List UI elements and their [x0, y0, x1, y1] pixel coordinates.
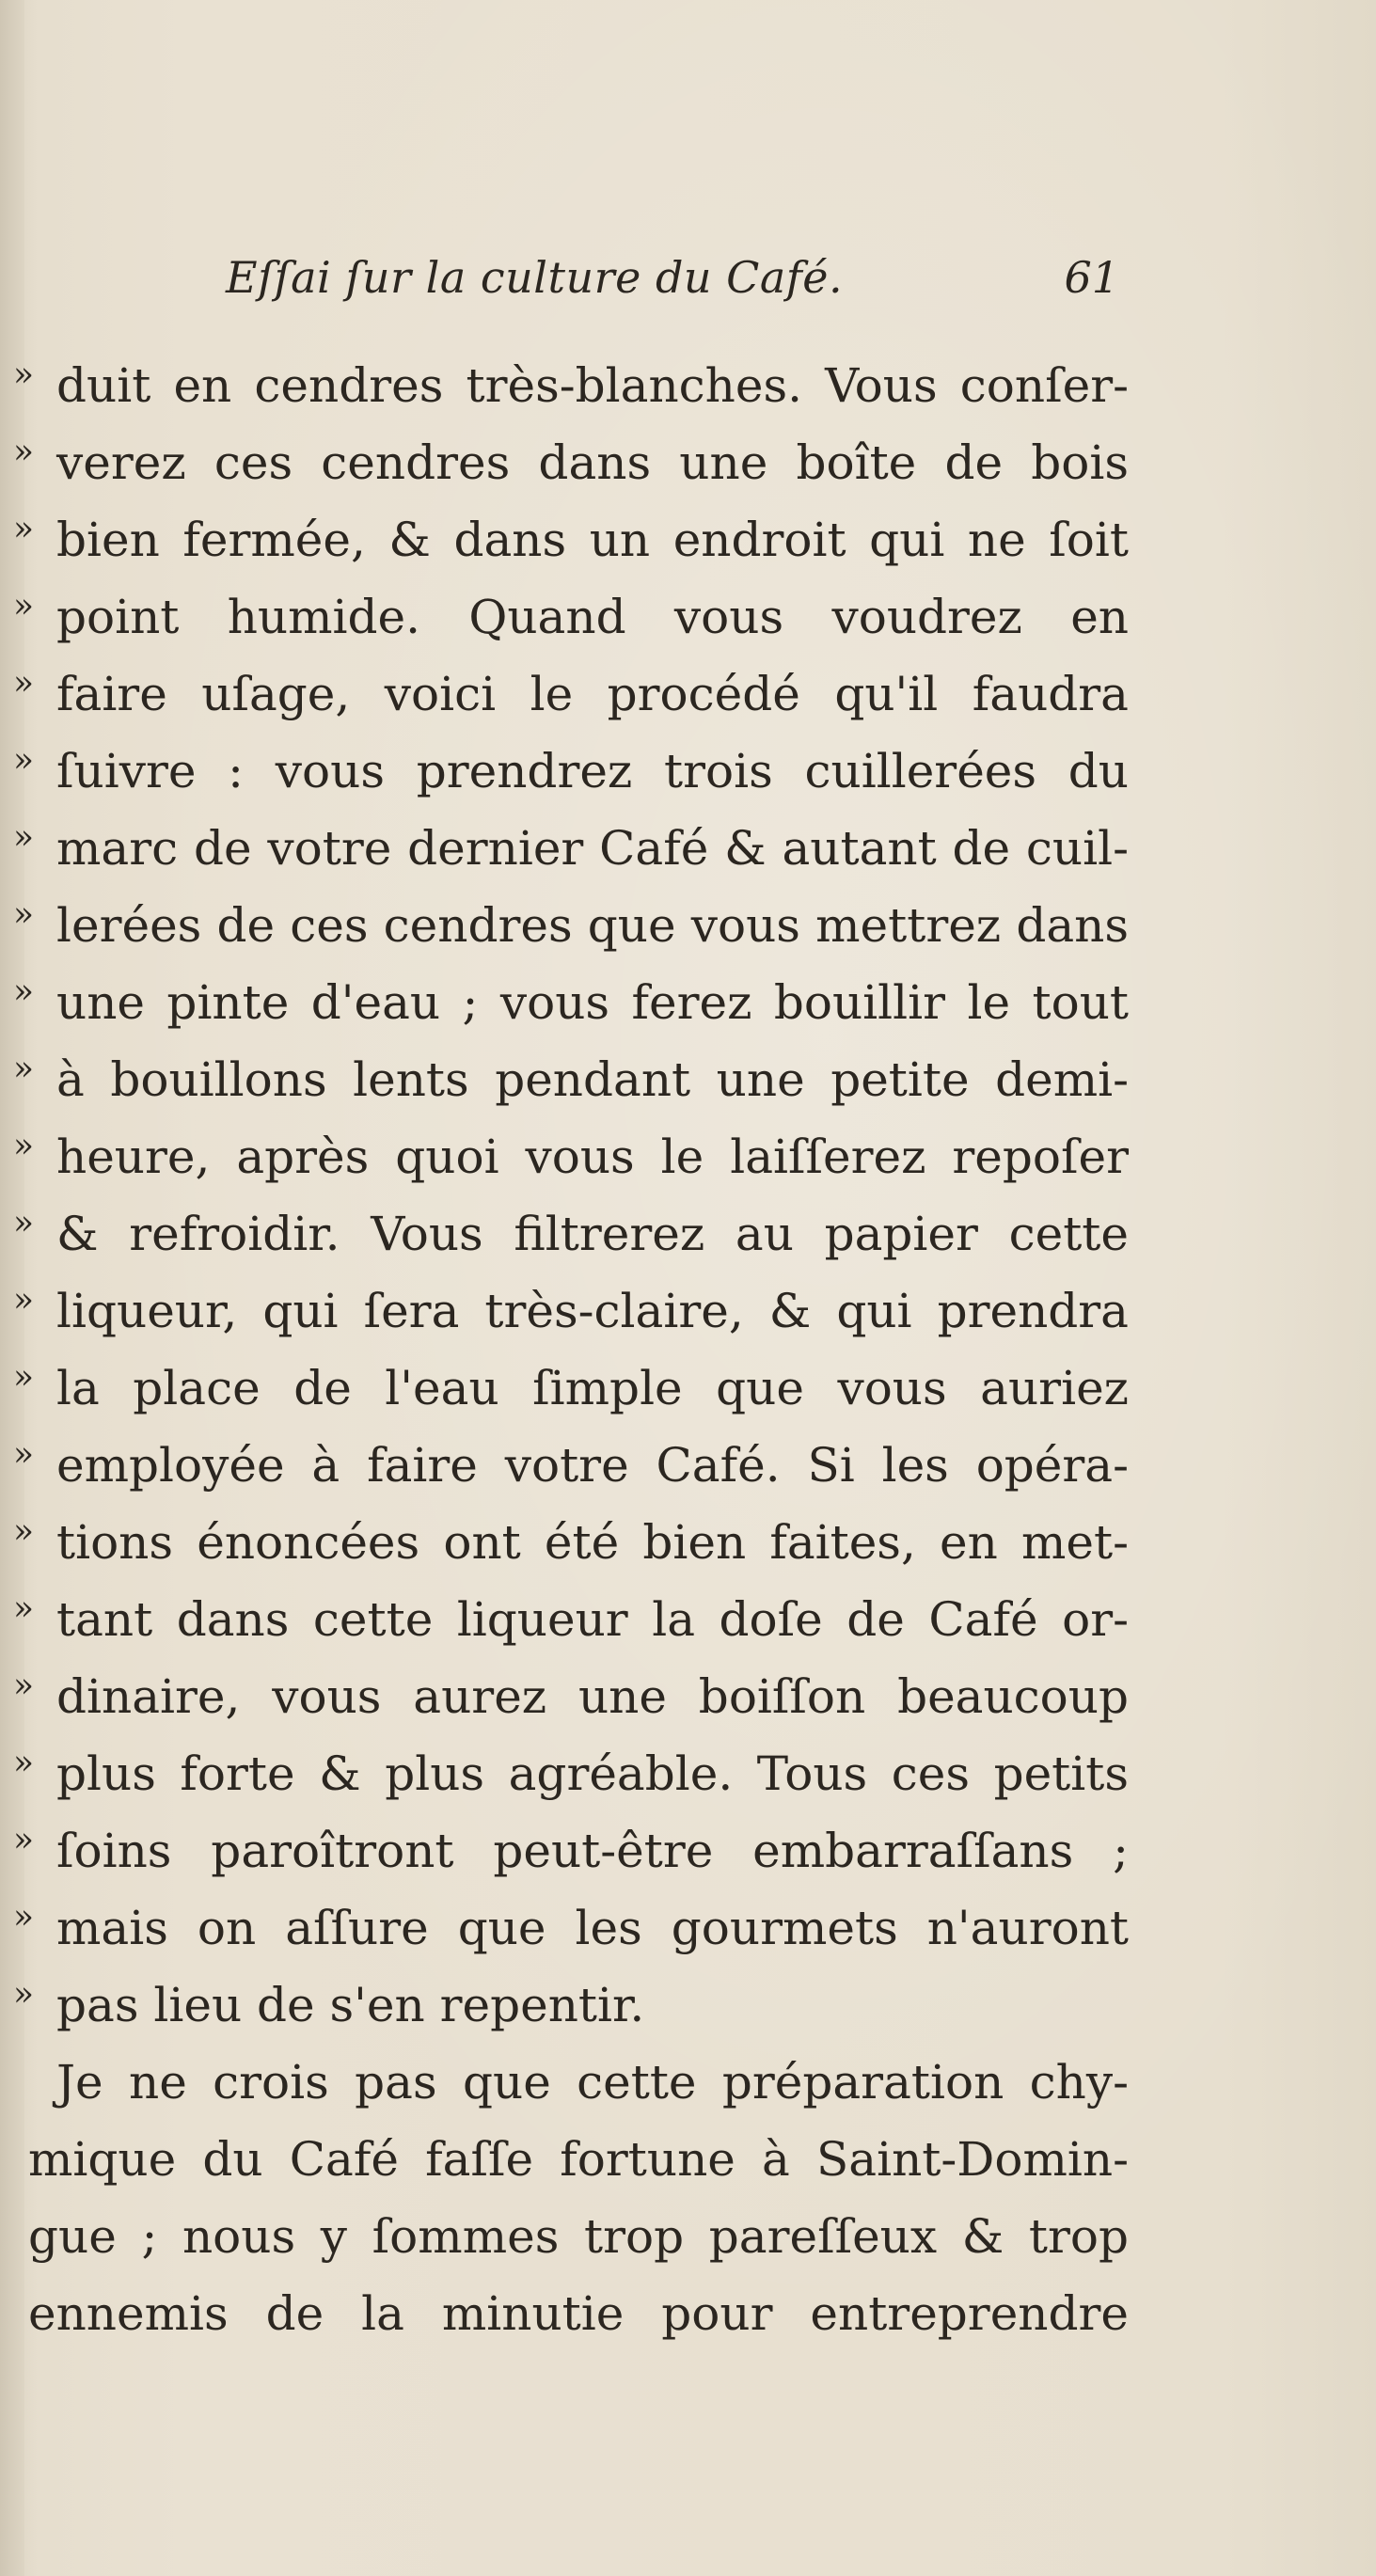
text-line [0, 656, 1376, 732]
line-text: ſuivre : vous prendrez trois cuillerées du [56, 744, 1129, 798]
line-text: point humide. Quand vous voudrez en [56, 590, 1129, 644]
text-line [0, 2276, 1376, 2351]
text-line [0, 1813, 1376, 1889]
line-text: tions énoncées ont été bien faites, en met- [56, 1515, 1129, 1570]
line-text: pas lieu de s'en repentir. [56, 1978, 645, 2032]
line-text: & refroidir. Vous filtrerez au papier cette [56, 1207, 1129, 1261]
line-text: faire uſage, voici le procédé qu'il faudra [56, 667, 1129, 721]
line-text: à bouillons lents pendant une petite demi- [56, 1052, 1129, 1107]
quote-mark: » [13, 1898, 35, 1936]
line-text: tant dans cette liqueur la doſe de Café or- [56, 1592, 1129, 1647]
text-line [0, 1196, 1376, 1272]
text-line [0, 1659, 1376, 1734]
line-text: ſoins paroîtront peut-être embarraſſans ; [56, 1824, 1129, 1878]
text-line [0, 502, 1376, 577]
quote-mark: » [13, 1358, 35, 1397]
line-text: lerées de ces cendres que vous mettrez dans [56, 898, 1129, 953]
line-text: verez ces cendres dans une boîte de bois [56, 435, 1129, 490]
line-text: bien fermée, & dans un endroit qui ne ſoit [56, 513, 1129, 567]
quote-mark: » [13, 510, 35, 548]
text-line [0, 1428, 1376, 1503]
quote-mark: » [13, 1821, 35, 1859]
quote-mark: » [13, 1975, 35, 2014]
line-text: Je ne crois pas que cette préparation chy- [56, 2055, 1129, 2110]
text-line [0, 734, 1376, 809]
quote-mark: » [13, 1281, 35, 1320]
quote-mark: » [13, 1512, 35, 1551]
line-text: duit en cendres très-blanches. Vous conſer- [56, 358, 1129, 413]
text-line [0, 2199, 1376, 2274]
text-line [0, 1890, 1376, 1966]
quote-mark: » [13, 818, 35, 857]
line-text: employée à faire votre Café. Si les opéra- [56, 1438, 1129, 1493]
text-line [0, 425, 1376, 500]
page-number: 61 [1064, 252, 1119, 303]
quote-mark: » [13, 1667, 35, 1705]
text-line [0, 1582, 1376, 1657]
text-line [0, 2045, 1376, 2120]
text-line [0, 348, 1376, 423]
quote-mark: » [13, 433, 35, 471]
quote-mark: » [13, 587, 35, 625]
line-text: mique du Café faſſe fortune à Saint-Domin- [28, 2132, 1129, 2187]
quote-mark: » [13, 1589, 35, 1628]
quote-mark: » [13, 895, 35, 934]
text-line [0, 1119, 1376, 1194]
page-header [226, 252, 1119, 327]
running-title: Eſſai ſur la culture du Café. [226, 252, 844, 303]
text-line [0, 1505, 1376, 1580]
text-line [0, 579, 1376, 655]
line-text: ennemis de la minutie pour entreprendre [28, 2286, 1129, 2341]
quote-mark: » [13, 1435, 35, 1474]
quote-mark: » [13, 1744, 35, 1782]
quote-mark: » [13, 1204, 35, 1242]
line-text: liqueur, qui ſera très-claire, & qui prendra [56, 1284, 1129, 1338]
quote-mark: » [13, 356, 35, 394]
text-line [0, 2122, 1376, 2197]
line-text: dinaire, vous aurez une boiſſon beaucoup [56, 1669, 1129, 1724]
line-text: mais on aſſure que les gourmets n'auront [56, 1901, 1129, 1955]
text-line [0, 1042, 1376, 1117]
quote-mark: » [13, 664, 35, 703]
quote-mark: » [13, 741, 35, 780]
text-line [0, 1968, 1376, 2043]
text-line [0, 1736, 1376, 1811]
text-line [0, 1351, 1376, 1426]
text-line [0, 811, 1376, 886]
line-text: marc de votre dernier Café & autant de cuil- [56, 821, 1129, 876]
line-text: la place de l'eau ſimple que vous auriez [56, 1361, 1129, 1415]
text-line [0, 888, 1376, 963]
quote-mark: » [13, 1127, 35, 1165]
text-line [0, 965, 1376, 1040]
line-text: plus forte & plus agréable. Tous ces petits [56, 1746, 1129, 1801]
line-text: heure, après quoi vous le laiſſerez repoſer [56, 1130, 1129, 1184]
quote-mark: » [13, 1050, 35, 1088]
quote-mark: » [13, 972, 35, 1011]
text-line [0, 1273, 1376, 1349]
line-text: gue ; nous y ſommes trop pareſſeux & trop [28, 2209, 1129, 2264]
line-text: une pinte d'eau ; vous ferez bouillir le tout [56, 975, 1129, 1030]
